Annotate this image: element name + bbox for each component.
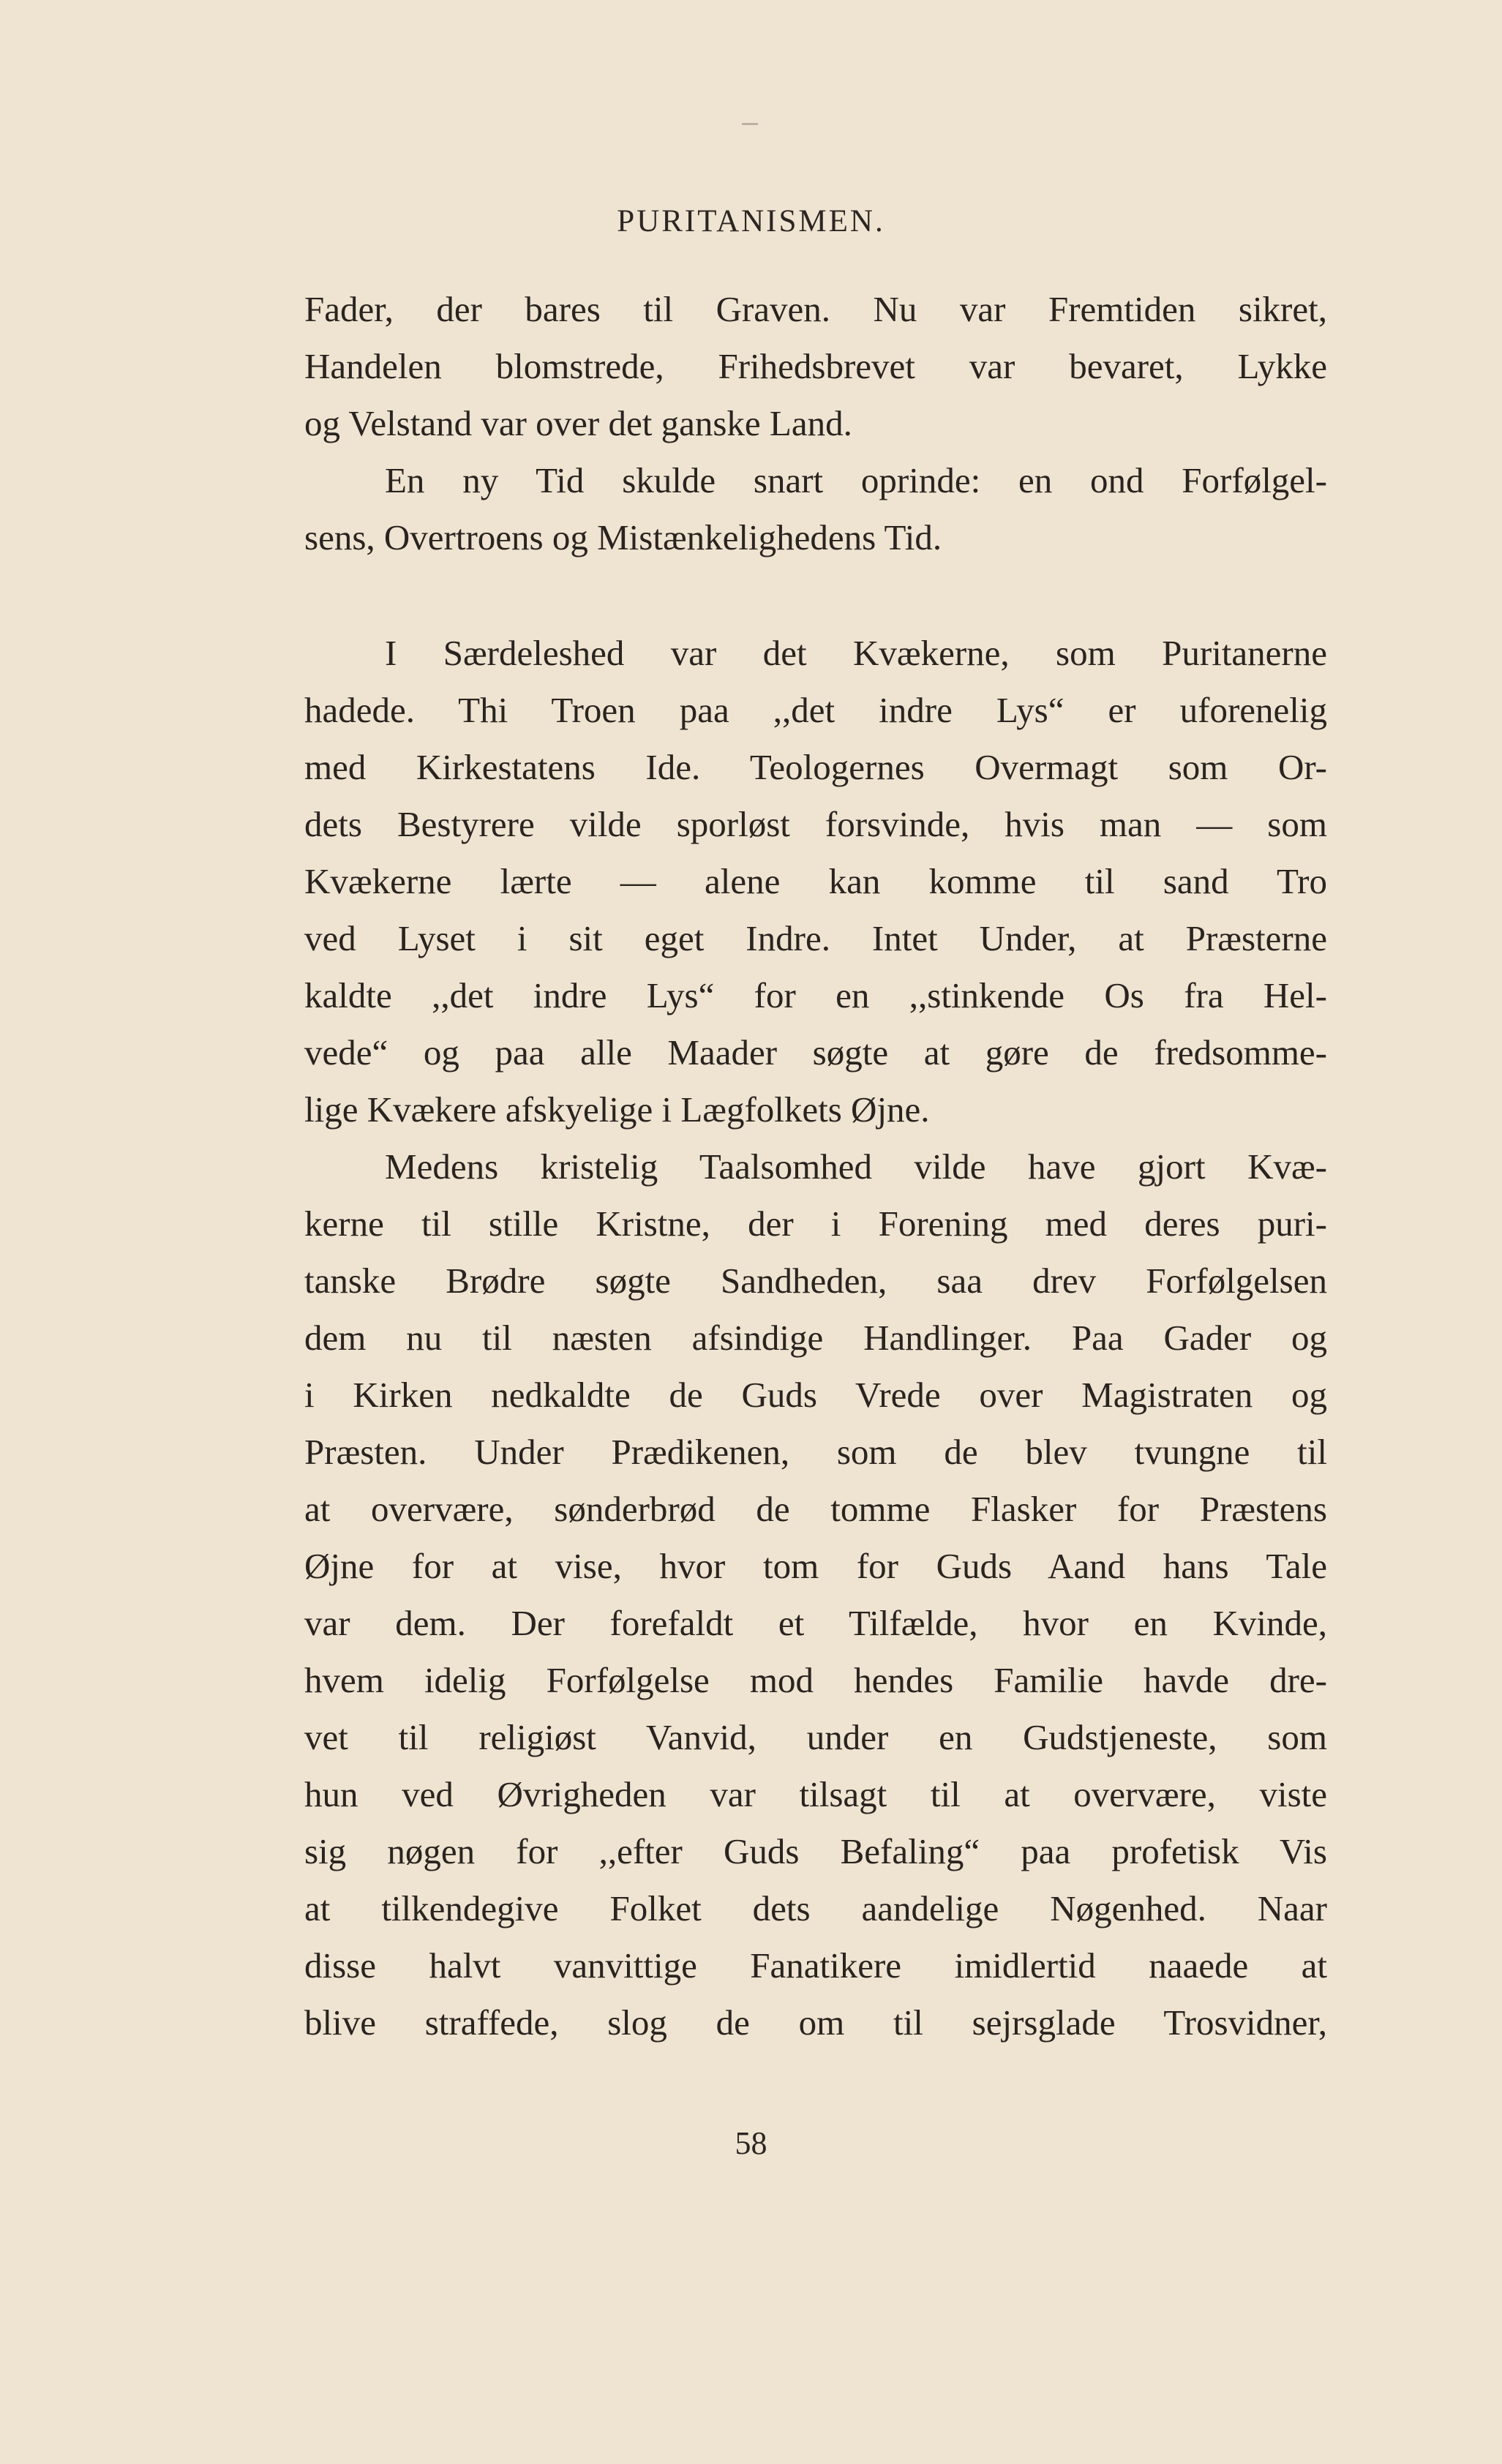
top-dash-mark [742, 123, 758, 125]
text-line: vet til religiøst Vanvid, under en Gudstjeneste, som [304, 1717, 1327, 1757]
text-line: dets Bestyrere vilde sporløst forsvinde, hvis man — som [304, 804, 1327, 844]
text-line: En ny Tid skulde snart oprinde: en ond Forfølgel- [385, 460, 1327, 500]
text-line: var dem. Der forefaldt et Tilfælde, hvor en Kvinde, [304, 1603, 1327, 1643]
text-line: tanske Brødre søgte Sandheden, saa drev Forfølgelsen [304, 1261, 1327, 1301]
text-line: lige Kvækere afskyelige i Lægfolkets Øjne. [304, 1089, 930, 1130]
text-line: ved Lyset i sit eget Indre. Intet Under, at Præsterne [304, 918, 1327, 958]
text-line: Øjne for at vise, hvor tom for Guds Aand hans Tale [304, 1546, 1327, 1586]
page-number: 58 [735, 2125, 767, 2161]
text-line: vede“ og paa alle Maader søgte at gøre de fredsomme- [304, 1032, 1327, 1073]
running-head: PURITANISMEN. [617, 204, 885, 238]
text-line: sens, Overtroens og Mistænkelighedens Tid. [304, 517, 942, 557]
text-line: dem nu til næsten afsindige Handlinger. Paa Gader og [304, 1318, 1327, 1358]
text-line: i Kirken nedkaldte de Guds Vrede over Magistraten og [304, 1375, 1327, 1415]
text-line: I Særdeleshed var det Kvækerne, som Puritanerne [385, 633, 1327, 673]
text-line: og Velstand var over det ganske Land. [304, 403, 852, 443]
text-line: blive straffede, slog de om til sejrsglade Trosvidner, [304, 2002, 1327, 2043]
text-line: sig nøgen for ,,efter Guds Befaling“ paa profetisk Vis [304, 1831, 1327, 1871]
text-line: kaldte ,,det indre Lys“ for en ,,stinkende Os fra Hel- [304, 975, 1327, 1015]
body-text [304, 281, 1327, 2051]
paragraph-gap [304, 566, 1327, 625]
text-line: Handelen blomstrede, Frihedsbrevet var bevaret, Lykke [304, 346, 1327, 386]
text-line: at tilkendegive Folket dets aandelige Nøgenhed. Naar [304, 1888, 1327, 1928]
text-line: Fader, der bares til Graven. Nu var Fremtiden sikret, [304, 289, 1327, 329]
text-line: at overvære, sønderbrød de tomme Flasker for Præstens [304, 1489, 1327, 1529]
text-line: Kvækerne lærte — alene kan komme til sand Tro [304, 861, 1327, 901]
text-line: hadede. Thi Troen paa ,,det indre Lys“ er uforenelig [304, 690, 1327, 730]
text-line: kerne til stille Kristne, der i Forening med deres puri- [304, 1203, 1327, 1244]
text-line: hvem idelig Forfølgelse mod hendes Familie havde dre- [304, 1660, 1327, 1700]
text-line: Medens kristelig Taalsomhed vilde have gjort Kvæ- [385, 1146, 1327, 1187]
text-line: hun ved Øvrigheden var tilsagt til at overvære, viste [304, 1774, 1327, 1814]
text-line: Præsten. Under Prædikenen, som de blev tvungne til [304, 1432, 1327, 1472]
text-line: med Kirkestatens Ide. Teologernes Overmagt som Or- [304, 747, 1327, 787]
text-line: disse halvt vanvittige Fanatikere imidlertid naaede at [304, 1945, 1327, 1986]
